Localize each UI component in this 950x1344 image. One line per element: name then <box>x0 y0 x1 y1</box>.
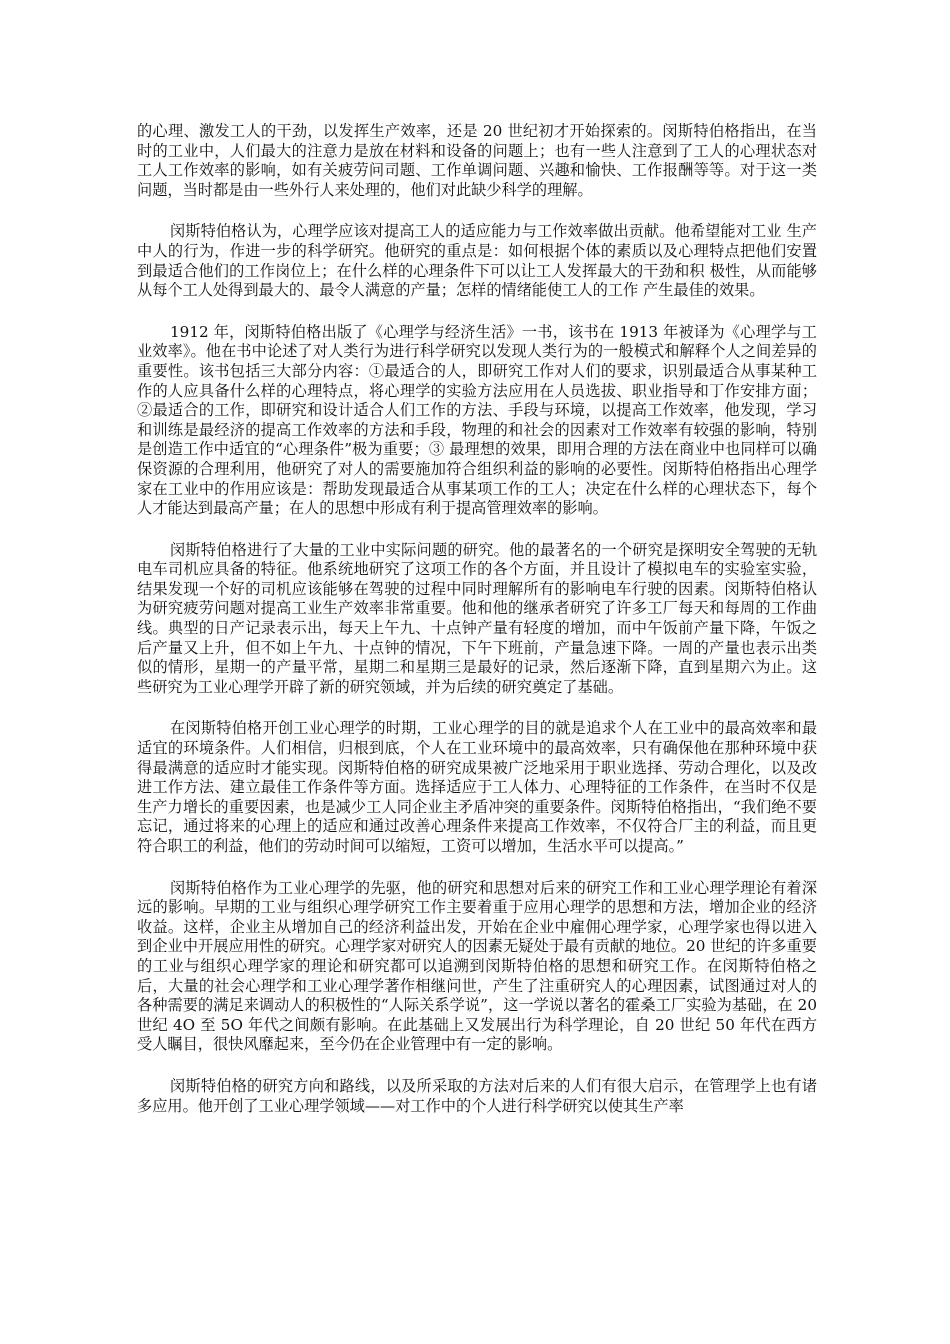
paragraph-5: 在闵斯特伯格开创工业心理学的时期，工业心理学的目的就是追求个人在工业中的最高效率和最适宜的环境条件。人们相信，归根到底，个人在工业环境中的最高效率，只有确保他在那种环境中获得最满意的适应时才能实现。闵斯特伯格的研究成果被广泛地采用于职业选择、劳动合理化，以及改进工作方法、建立最佳工作条件等方面。选择适应于工人体力、心理特征的工作条件，在当时不仅是生产力增长的重要因素，也是减少工人同企业主矛盾冲突的重要条件。闵斯特伯格指出，“我们绝不要忘记，通过将来的心理上的适应和通过改善心理条件来提高工作效率，不仅符合厂主的利益，而且更符合职工的利益，他们的劳动时间可以缩短，工资可以增加，生活水平可以提高。” <box>137 719 817 855</box>
paragraph-3: 1912 年，闵斯特伯格出版了《心理学与经济生活》一书，该书在 1913 年被译为《心理学与工业效率》。他在书中论述了对人类行为进行科学研究以发现人类行为的一般模式和解释个人之间差异的重要性。该书包括三大部分内容：①最适合的人，即研究工作对人们的要求，识别最适合从事某种工作的人应具备什么样的心理特点，将心理学的实验方法应用在人员选拔、职业指导和丁作安排方面；②最适合的工作，即研究和设计适合人们工作的方法、手段与环境，以提高工作效率，他发现，学习和训练是最经济的提高工作效率的方法和手段，物理的和社会的因素对工作效率有较强的影响，特别是创造工作中适宜的“心理条件”极为重要；③ 最理想的效果，即用合理的方法在商业中也同样可以确保资源的合理利用，他研究了对人的需要施加符合组织利益的影响的必要性。闵斯特伯格指出心理学家在工业中的作用应该是：帮助发现最适合从事某项工作的工人；决定在什么样的心理状态下，每个人才能达到最高产量；在人的思想中形成有利于提高管理效率的影响。 <box>137 322 817 518</box>
paragraph-2: 闵斯特伯格认为，心理学应该对提高工人的适应能力与工作效率做出贡献。他希望能对工业 生产中人的行为，作进一步的科学研究。他研究的重点是：如何根据个体的素质以及心理特点把他们安置到最适合他们的工作岗位上；在什么样的心理条件下可以让工人发挥最大的干劲和积 极性，从而能够从每个工人处得到最大的、最令人满意的产量；怎样的情绪能使工人的工作 产生最佳的效果。 <box>137 222 817 300</box>
paragraph-4: 闵斯特伯格进行了大量的工业中实际问题的研究。他的最著名的一个研究是探明安全驾驶的无轨电车司机应具备的特征。他系统地研究了这项工作的各个方面，并且设计了模拟电车的实验室实验，结果发现一个好的司机应该能够在驾驶的过程中同时理解所有的影响电车行驶的因素。闵斯特伯格认为研究疲劳问题对提高工业生产效率非常重要。他和他的继承者研究了许多工厂每天和每周的工作曲线。典型的日产记录表示出，每天上午九、十点钟产量有轻度的增加，而中午饭前产量下降，午饭之后产量又上升，但不如上午九、十点钟的情况，下午下班前，产量急速下降。一周的产量也表示出类似的情形，星期一的产量平常，星期二和星期三是最好的记录，然后逐渐下降，直到星期六为止。这些研究为工业心理学开辟了新的研究领域，并为后续的研究奠定了基础。 <box>137 540 817 696</box>
document-page <box>137 122 817 1116</box>
paragraph-1: 的心理、激发工人的干劲，以发挥生产效率，还是 20 世纪初才开始探索的。闵斯特伯格指出，在当时的工业中，人们最大的注意力是放在材料和设备的问题上；也有一些人注意到了工人的心理状态对工人工作效率的影响，如有关疲劳问司题、工作单调问题、兴趣和愉快、工作报酬等等。对于这一类问题，当时都是由一些外行人来处理的，他们对此缺少科学的理解。 <box>137 122 817 199</box>
paragraph-7: 闵斯特伯格的研究方向和路线，以及所采取的方法对后来的人们有很大启示，在管理学上也有诸多应用。他开创了工业心理学领域——对工作中的个人进行科学研究以使其生产率 <box>137 1076 817 1115</box>
paragraph-6: 闵斯特伯格作为工业心理学的先驱，他的研究和思想对后来的研究工作和工业心理学理论有着深远的影响。早期的工业与组织心理学研究工作主要着重于应用心理学的思想和方法，增加企业的经济收益。这样，企业主从增加自己的经济利益出发，开始在企业中雇佣心理学家，心理学家也得以进入到企业中开展应用性的研究。心理学家对研究人的因素无疑处于最有贡献的地位。20 世纪的许多重要的工业与组织心理学家的理论和研究都可以追溯到闵斯特伯格的思想和研究工作。在闵斯特伯格之后，大量的社会心理学和工业心理学著作相继问世，产生了注重研究人的心理因素，试图通过对人的各种需要的满足来调动人的积极性的“人际关系学说”，这一学说以著名的霍桑工厂实验为基础，在 20 世纪 4O 至 5O 年代之间颇有影响。在此基础上又发展出行为科学理论，自 20 世纪 50 年代在西方受人瞩目，很快风靡起来，至今仍在企业管理中有一定的影响。 <box>137 878 817 1054</box>
